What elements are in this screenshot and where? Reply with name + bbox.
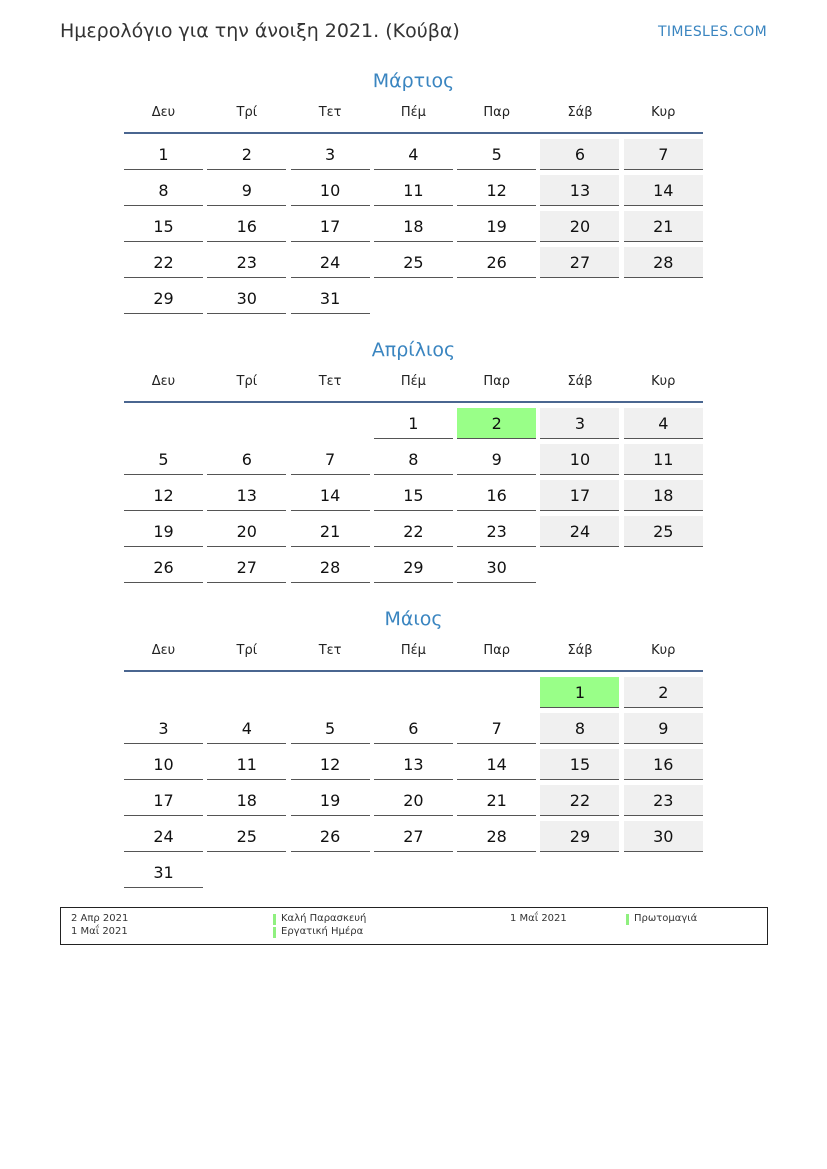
day-cell[interactable]: 21 xyxy=(291,516,370,547)
day-cell[interactable]: 12 xyxy=(124,480,203,511)
weekday-label: Σάβ xyxy=(567,105,593,120)
day-cell[interactable]: 14 xyxy=(291,480,370,511)
legend-holiday-name: Εργατική Ημέρα xyxy=(281,926,364,937)
weekday-label: Τρί xyxy=(236,643,258,658)
weekday-label: Τετ xyxy=(318,643,342,658)
day-cell[interactable]: 29 xyxy=(374,552,453,583)
weekday-label: Τετ xyxy=(318,105,342,120)
legend-date: 2 Απρ 2021 xyxy=(71,913,129,924)
day-cell[interactable]: 24 xyxy=(124,821,203,852)
day-cell[interactable]: 19 xyxy=(124,516,203,547)
days-grid xyxy=(124,134,703,317)
day-cell[interactable]: 20 xyxy=(207,516,286,547)
day-cell[interactable]: 3 xyxy=(540,408,619,439)
day-cell[interactable]: 17 xyxy=(291,211,370,242)
holiday-marker-icon xyxy=(626,914,629,925)
holiday-marker-icon xyxy=(273,927,276,938)
holiday-day-cell[interactable]: 1 xyxy=(540,677,619,708)
day-cell[interactable]: 1 xyxy=(374,408,453,439)
day-cell[interactable]: 21 xyxy=(457,785,536,816)
weekday-label: Τρί xyxy=(236,105,258,120)
day-cell[interactable]: 22 xyxy=(540,785,619,816)
empty-cell xyxy=(457,675,536,711)
weekday-label: Δευ xyxy=(151,105,176,120)
day-cell[interactable]: 29 xyxy=(124,283,203,314)
day-cell[interactable]: 6 xyxy=(207,444,286,475)
day-cell[interactable]: 30 xyxy=(457,552,536,583)
day-cell[interactable]: 21 xyxy=(624,211,703,242)
holiday-day-cell[interactable]: 2 xyxy=(457,408,536,439)
legend-holiday-name: Πρωτομαγιά xyxy=(634,913,698,924)
month-may xyxy=(124,606,703,891)
day-cell[interactable]: 11 xyxy=(207,749,286,780)
day-cell[interactable]: 11 xyxy=(624,444,703,475)
day-cell[interactable]: 28 xyxy=(291,552,370,583)
day-cell[interactable]: 23 xyxy=(457,516,536,547)
day-cell[interactable]: 25 xyxy=(624,516,703,547)
day-cell[interactable]: 4 xyxy=(207,713,286,744)
empty-cell xyxy=(207,675,286,711)
day-cell[interactable]: 30 xyxy=(207,283,286,314)
weekday-label: Τετ xyxy=(318,374,342,389)
day-cell[interactable]: 16 xyxy=(457,480,536,511)
empty-cell xyxy=(124,406,203,442)
weekday-label: Παρ xyxy=(483,643,510,658)
weekday-label: Πέμ xyxy=(400,105,426,120)
weekday-label: Τρί xyxy=(236,374,258,389)
weekday-label: Πέμ xyxy=(400,374,426,389)
day-cell[interactable]: 3 xyxy=(291,139,370,170)
day-cell[interactable]: 1 xyxy=(124,139,203,170)
weekday-label: Σάβ xyxy=(567,374,593,389)
day-cell[interactable]: 18 xyxy=(624,480,703,511)
day-cell[interactable]: 29 xyxy=(540,821,619,852)
day-cell[interactable]: 9 xyxy=(207,175,286,206)
day-cell[interactable]: 28 xyxy=(457,821,536,852)
day-cell[interactable]: 12 xyxy=(457,175,536,206)
month-title: Μάρτιος xyxy=(372,70,455,92)
weekday-label: Παρ xyxy=(483,374,510,389)
day-cell[interactable]: 6 xyxy=(374,713,453,744)
holiday-legend xyxy=(60,907,768,945)
day-cell[interactable]: 23 xyxy=(207,247,286,278)
day-cell[interactable]: 8 xyxy=(540,713,619,744)
month-march xyxy=(124,68,703,317)
day-cell[interactable]: 25 xyxy=(207,821,286,852)
day-cell[interactable]: 30 xyxy=(624,821,703,852)
day-cell[interactable]: 31 xyxy=(124,857,203,888)
empty-cell xyxy=(124,675,203,711)
day-cell[interactable]: 15 xyxy=(124,211,203,242)
day-cell[interactable]: 11 xyxy=(374,175,453,206)
day-cell[interactable]: 13 xyxy=(207,480,286,511)
holiday-marker-icon xyxy=(273,914,276,925)
month-title: Μάιος xyxy=(384,608,443,630)
day-cell[interactable]: 16 xyxy=(207,211,286,242)
day-cell[interactable]: 7 xyxy=(291,444,370,475)
day-cell[interactable]: 18 xyxy=(374,211,453,242)
day-cell[interactable]: 22 xyxy=(374,516,453,547)
weekday-header xyxy=(124,104,703,134)
day-cell[interactable]: 23 xyxy=(624,785,703,816)
day-cell[interactable]: 24 xyxy=(540,516,619,547)
day-cell[interactable]: 26 xyxy=(124,552,203,583)
day-cell[interactable]: 19 xyxy=(457,211,536,242)
day-cell[interactable]: 15 xyxy=(374,480,453,511)
day-cell[interactable]: 6 xyxy=(540,139,619,170)
weekday-label: Πέμ xyxy=(400,643,426,658)
day-cell[interactable]: 10 xyxy=(291,175,370,206)
day-cell[interactable]: 20 xyxy=(374,785,453,816)
day-cell[interactable]: 15 xyxy=(540,749,619,780)
day-cell[interactable]: 9 xyxy=(624,713,703,744)
day-cell[interactable]: 26 xyxy=(291,821,370,852)
day-cell[interactable]: 13 xyxy=(374,749,453,780)
day-cell[interactable]: 8 xyxy=(124,175,203,206)
day-cell[interactable]: 8 xyxy=(374,444,453,475)
day-cell[interactable]: 26 xyxy=(457,247,536,278)
day-cell[interactable]: 27 xyxy=(540,247,619,278)
day-cell[interactable]: 9 xyxy=(457,444,536,475)
day-cell[interactable]: 20 xyxy=(540,211,619,242)
day-cell[interactable]: 2 xyxy=(624,677,703,708)
day-cell[interactable]: 3 xyxy=(124,713,203,744)
weekday-label: Κυρ xyxy=(651,374,676,389)
day-cell[interactable]: 27 xyxy=(207,552,286,583)
weekday-label: Κυρ xyxy=(651,105,676,120)
day-cell[interactable]: 16 xyxy=(624,749,703,780)
empty-cell xyxy=(291,406,370,442)
day-cell[interactable]: 4 xyxy=(374,139,453,170)
day-cell[interactable]: 27 xyxy=(374,821,453,852)
day-cell[interactable]: 18 xyxy=(207,785,286,816)
weekday-header xyxy=(124,642,703,672)
weekday-label: Παρ xyxy=(483,105,510,120)
legend-date: 1 Μαΐ 2021 xyxy=(510,913,567,924)
day-cell[interactable]: 12 xyxy=(291,749,370,780)
legend-date: 1 Μαΐ 2021 xyxy=(71,926,128,937)
day-cell[interactable]: 10 xyxy=(124,749,203,780)
empty-cell xyxy=(374,675,453,711)
legend-holiday-name: Καλή Παρασκευή xyxy=(281,913,367,924)
day-cell[interactable]: 22 xyxy=(124,247,203,278)
empty-cell xyxy=(207,406,286,442)
day-cell[interactable]: 7 xyxy=(624,139,703,170)
day-cell[interactable]: 14 xyxy=(624,175,703,206)
day-cell[interactable]: 28 xyxy=(624,247,703,278)
day-cell[interactable]: 31 xyxy=(291,283,370,314)
month-april xyxy=(124,337,703,586)
day-cell[interactable]: 2 xyxy=(207,139,286,170)
empty-cell xyxy=(291,675,370,711)
day-cell[interactable]: 7 xyxy=(457,713,536,744)
page-title: Ημερολόγιο για την άνοιξη 2021. (Κούβα) xyxy=(60,20,460,42)
weekday-label: Κυρ xyxy=(651,643,676,658)
days-grid xyxy=(124,403,703,586)
day-cell[interactable]: 14 xyxy=(457,749,536,780)
day-cell[interactable]: 24 xyxy=(291,247,370,278)
weekday-label: Δευ xyxy=(151,643,176,658)
day-cell[interactable]: 5 xyxy=(291,713,370,744)
day-cell[interactable]: 13 xyxy=(540,175,619,206)
day-cell[interactable]: 10 xyxy=(540,444,619,475)
day-cell[interactable]: 17 xyxy=(540,480,619,511)
day-cell[interactable]: 19 xyxy=(291,785,370,816)
weekday-label: Σάβ xyxy=(567,643,593,658)
weekday-header xyxy=(124,373,703,403)
month-title: Απρίλιος xyxy=(371,339,456,361)
day-cell[interactable]: 4 xyxy=(624,408,703,439)
weekday-label: Δευ xyxy=(151,374,176,389)
brand-link[interactable]: TIMESLES.COM xyxy=(658,24,767,40)
day-cell[interactable]: 17 xyxy=(124,785,203,816)
day-cell[interactable]: 5 xyxy=(124,444,203,475)
days-grid xyxy=(124,672,703,891)
day-cell[interactable]: 5 xyxy=(457,139,536,170)
day-cell[interactable]: 25 xyxy=(374,247,453,278)
